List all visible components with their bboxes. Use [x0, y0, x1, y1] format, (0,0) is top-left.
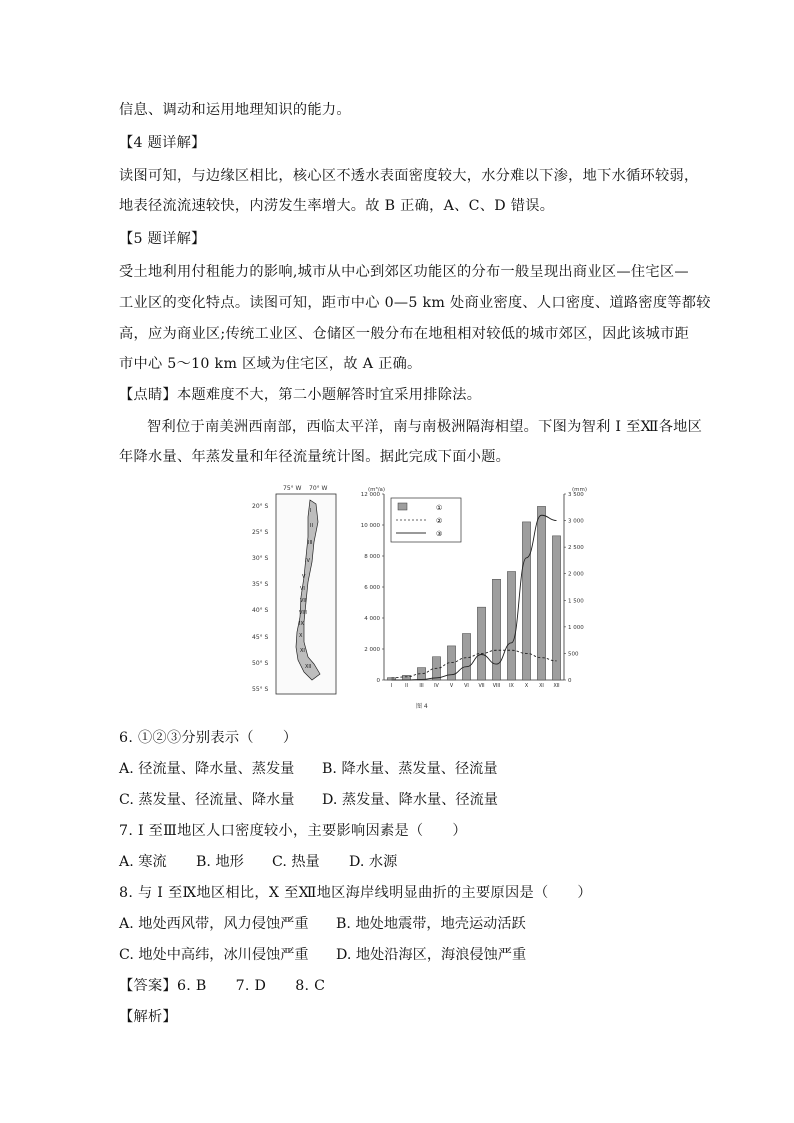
- bar: [522, 522, 530, 680]
- section-heading-q5: 【5 题详解】: [119, 231, 206, 247]
- left-tick-label: 4 000: [364, 616, 380, 622]
- legend-label: ②: [436, 517, 443, 525]
- lat-label: 30° S: [252, 555, 269, 562]
- x-category-label: IX: [509, 684, 514, 689]
- text-line: 高，应为商业区;传统工业区、仓储区一般分布在地租相对较低的城市郊区，因此该城市距: [119, 326, 690, 342]
- left-tick-label: 2 000: [364, 647, 380, 653]
- left-tick-label: 12 000: [360, 492, 380, 498]
- x-categories: [391, 683, 560, 689]
- left-tick-label: 10 000: [360, 523, 380, 529]
- region-label: III: [308, 540, 313, 546]
- right-tick-label: 1 000: [568, 624, 584, 631]
- legend-swatch-bar: [398, 503, 407, 510]
- q7-option-c: C. 热量: [272, 854, 320, 870]
- right-axis-unit: (mm): [572, 487, 588, 493]
- x-category-label: III: [419, 684, 424, 689]
- bar: [492, 579, 500, 680]
- intro-line: 智利位于南美洲西南部，西临太平洋，南与南极洲隔海相望。下图为智利 I 至Ⅻ各地区: [147, 419, 703, 435]
- legend-label: ①: [436, 504, 443, 512]
- analysis-heading: 【解析】: [119, 1009, 177, 1025]
- legend-label: ③: [436, 530, 443, 538]
- bar: [537, 506, 545, 680]
- question-7: 7. I 至Ⅲ地区人口密度较小，主要影响因素是（ ）: [119, 823, 467, 839]
- region-label: VI: [300, 586, 305, 592]
- left-tick-label: 8 000: [364, 554, 380, 560]
- region-label: IX: [299, 621, 304, 627]
- x-category-label: II: [405, 684, 408, 689]
- text-line: 受土地利用付租能力的影响,城市从中心到郊区功能区的分布一般呈现出商业区—住宅区—: [119, 264, 689, 280]
- x-category-label: VIII: [492, 684, 501, 689]
- q6-option-b: B. 降水量、蒸发量、径流量: [322, 761, 498, 777]
- lon-label: 70° W: [309, 485, 328, 492]
- right-ticks: [564, 492, 584, 684]
- right-tick-label: 2 500: [568, 545, 584, 552]
- right-tick-label: 500: [568, 651, 579, 658]
- section-heading-q4: 【4 题详解】: [119, 135, 206, 151]
- figure-caption: 图 4: [416, 703, 428, 710]
- series-line-dashed: [392, 650, 557, 678]
- x-category-label: VI: [464, 684, 469, 689]
- text-line: 工业区的变化特点。读图可知，距市中心 0—5 km 处商业密度、人口密度、道路密度等都较: [119, 295, 711, 311]
- x-category-label: IV: [434, 684, 439, 689]
- region-label: VIII: [299, 610, 307, 616]
- q6-option-a: A. 径流量、降水量、蒸发量: [119, 761, 295, 777]
- bar: [402, 675, 410, 680]
- lat-label: 50° S: [252, 660, 269, 667]
- x-category-label: VII: [478, 684, 485, 689]
- bar: [507, 572, 515, 681]
- q8-option-c: C. 地处中高纬，冰川侵蚀严重: [119, 947, 309, 963]
- text-line: 地表径流流速较快，内涝发生率增大。故 B 正确，A、C、D 错误。: [119, 198, 555, 214]
- bar: [552, 536, 560, 680]
- answer-line: 【答案】6. B 7. D 8. C: [119, 978, 326, 994]
- x-category-label: V: [449, 684, 454, 689]
- lat-label: 45° S: [252, 634, 269, 641]
- q7-option-b: B. 地形: [196, 854, 244, 870]
- left-tick-label: 6 000: [364, 585, 380, 591]
- left-tick-label: 0: [376, 678, 380, 684]
- figure-chile-map-and-chart: [200, 482, 600, 714]
- lon-label: 75° W: [283, 485, 302, 492]
- lat-label: 25° S: [252, 529, 269, 536]
- text-line: 读图可知，与边缘区相比，核心区不透水表面密度较大，水分难以下渗，地下水循环较弱，: [119, 168, 699, 184]
- bar: [477, 607, 485, 680]
- region-label: X: [299, 633, 303, 639]
- right-tick-label: 2 000: [568, 571, 584, 578]
- lat-label: 35° S: [252, 581, 269, 588]
- bar: [462, 634, 470, 681]
- x-category-label: I: [390, 684, 393, 689]
- region-label: I: [310, 508, 312, 514]
- q8-option-a: A. 地处西风带，风力侵蚀严重: [119, 916, 309, 932]
- region-label: IV: [305, 558, 310, 564]
- question-8: 8. 与 I 至Ⅸ地区相比，X 至Ⅻ地区海岸线明显曲折的主要原因是（ ）: [119, 885, 592, 901]
- x-category-label: X: [524, 684, 529, 689]
- left-axis-unit: (m³/a): [368, 487, 386, 493]
- chart-legend: [391, 498, 461, 542]
- chile-map: [252, 485, 336, 694]
- q8-option-d: D. 地处沿海区，海浪侵蚀严重: [336, 947, 527, 963]
- intro-line: 年降水量、年蒸发量和年径流量统计图。据此完成下面小题。: [119, 449, 511, 465]
- q7-option-d: D. 水源: [349, 854, 398, 870]
- chart: [361, 486, 587, 710]
- right-tick-label: 3 500: [568, 492, 584, 498]
- right-tick-label: 0: [568, 678, 572, 684]
- lat-label: 20° S: [252, 503, 269, 510]
- lat-label: 40° S: [252, 607, 269, 614]
- region-label: II: [310, 523, 313, 529]
- x-category-label: XI: [539, 684, 544, 689]
- q6-option-d: D. 蒸发量、降水量、径流量: [322, 792, 498, 808]
- lat-label: 55° S: [252, 686, 269, 693]
- q8-option-b: B. 地处地震带，地壳运动活跃: [336, 916, 526, 932]
- right-tick-label: 1 500: [568, 598, 584, 605]
- region-label: XI: [300, 648, 305, 654]
- text-line: 市中心 5～10 km 区域为住宅区，故 A 正确。: [119, 356, 422, 372]
- region-label: V: [302, 574, 306, 580]
- region-label: XII: [305, 664, 312, 670]
- q7-option-a: A. 寒流: [119, 854, 167, 870]
- tip-line: 【点睛】本题难度不大，第二小题解答时宜采用排除法。: [119, 387, 482, 403]
- left-ticks: [361, 492, 384, 684]
- q6-option-c: C. 蒸发量、径流量、降水量: [119, 792, 295, 808]
- text-line: 信息、调动和运用地理知识的能力。: [119, 102, 351, 118]
- figure-svg: [200, 482, 600, 714]
- question-6: 6. ①②③分别表示（ ）: [119, 730, 298, 746]
- x-category-label: XII: [553, 684, 560, 689]
- right-tick-label: 3 000: [568, 518, 584, 525]
- region-label: VII: [300, 598, 307, 604]
